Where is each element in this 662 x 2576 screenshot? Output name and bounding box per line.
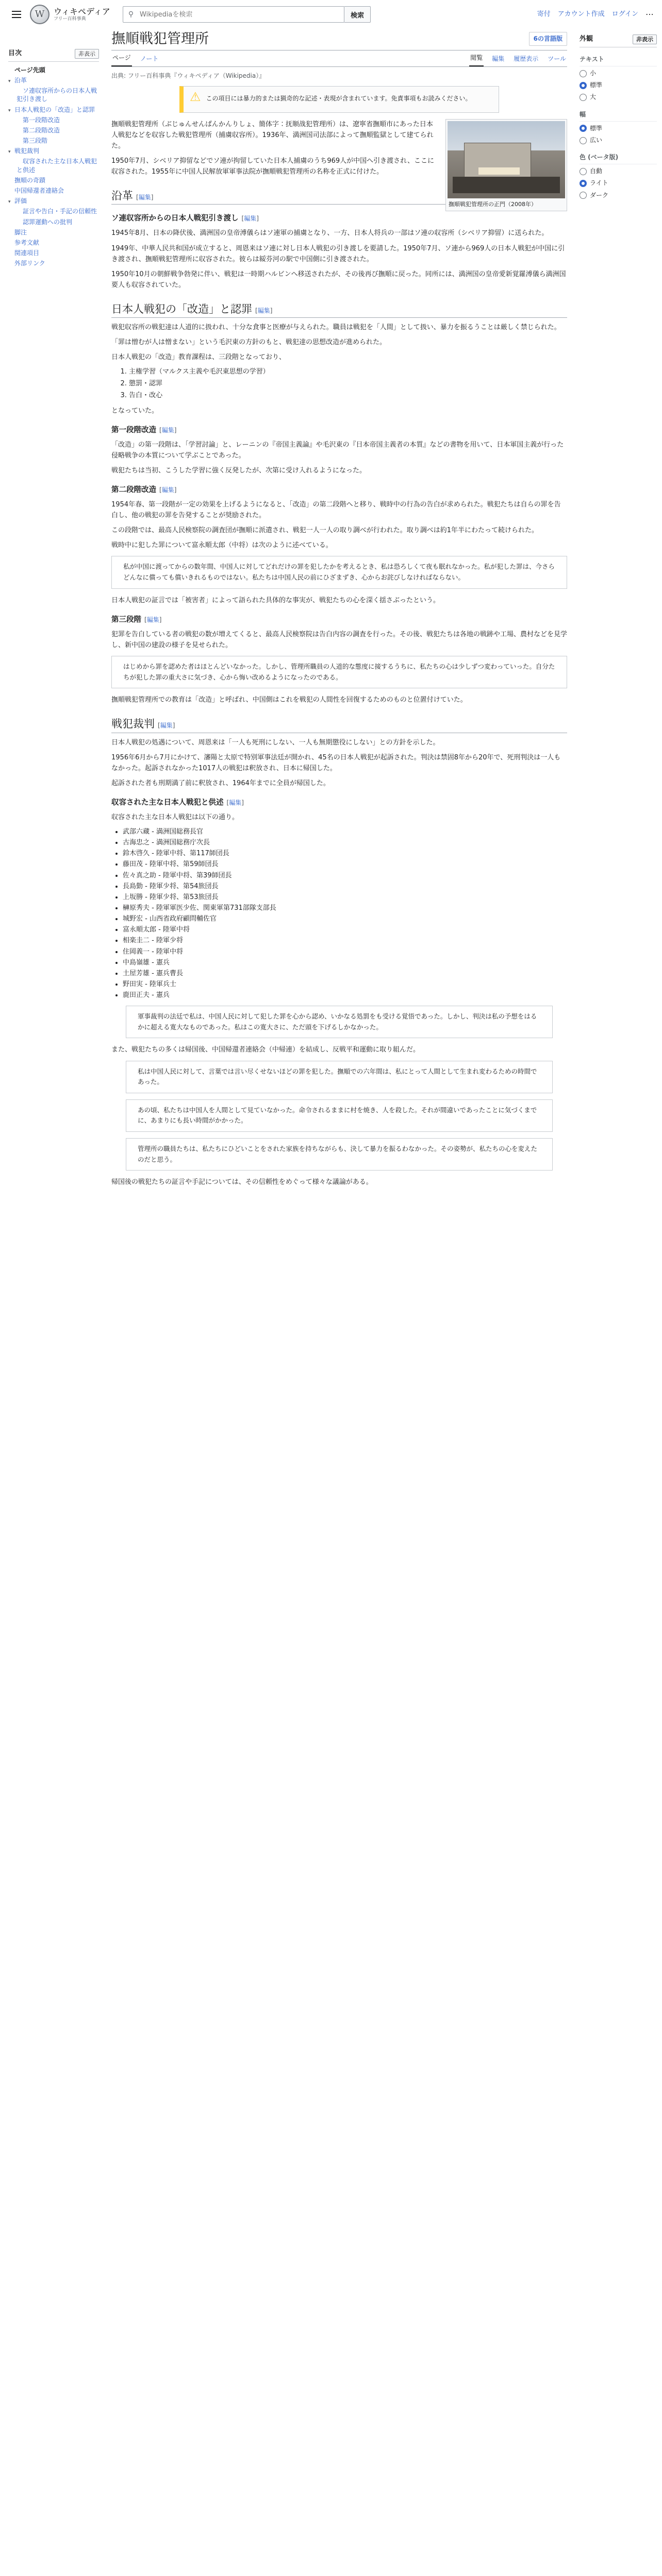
subsection-heading-notable: 収容された主な日本人戦犯と供述[ 編集 ] xyxy=(111,797,567,809)
list-item: • 古海忠之 - 満洲国総務庁次長 xyxy=(123,838,567,848)
body-paragraph: 犯罪を告白している者の戦犯の数が増えてくると、最高人民検察院は告白内容の調査を行った。その後、戦犯たちは各地の戦跡や工場、農村などを見学し、新中国の建設の様子を見せられた。 xyxy=(111,630,568,649)
toc-item xyxy=(8,227,99,238)
toc-toggle-icon[interactable]: ▾ xyxy=(8,199,11,205)
quote-box: 管理所の職員たちは、私たちにひどいことをされた家族を持ちながらも、決して暴力を振るわなかった。その姿勢が、私たちの心を変えたのだと思う。 xyxy=(126,1138,553,1171)
list-item: • 藤田茂 - 陸軍中将、第59師団長 xyxy=(123,859,567,870)
body-paragraph: 1945年8月、日本の降伏後、満洲国の皇帝溥儀らはソ連軍の捕虜となり、一方、日本人将兵の一部はソ連の収容所（シベリア抑留）に送られた。 xyxy=(111,229,549,238)
search-icon: ⚲ xyxy=(128,10,134,19)
subsection-heading-transfer: ソ連収容所からの日本人戦犯引き渡し[ 編集 ] xyxy=(111,213,567,225)
appearance-option[interactable] xyxy=(580,135,657,145)
image-caption: 撫順戦犯管理所の正門（2008年） xyxy=(449,200,537,208)
list-item: • 城野宏 - 山西省政府顧問輔佐官 xyxy=(123,914,567,924)
list-item: • 長島勤 - 陸軍少将、第54旅団長 xyxy=(123,882,567,892)
lead-image[interactable] xyxy=(445,119,567,211)
appearance-option[interactable] xyxy=(580,191,657,200)
edit-section-link[interactable]: [ 編集 ] xyxy=(159,486,176,494)
section-heading-trial: 戦犯裁判[ 編集 ] xyxy=(111,717,567,733)
list-item: • 相楽圭二 - 陸軍少将 xyxy=(123,936,567,946)
tab-tools[interactable]: ツール xyxy=(548,55,566,62)
option-label: 広い xyxy=(590,136,603,144)
toc-item xyxy=(8,135,99,146)
body-paragraph: また、戦犯たちの多くは帰国後、中国帰還者連絡会（中帰連）を結成し、反戦平和運動に取り組んだ。 xyxy=(111,1046,420,1054)
toc-link[interactable]: ソ連収容所からの日本人戦犯引き渡し xyxy=(16,87,97,103)
logo-title: ウィキペディア xyxy=(54,7,110,16)
option-label: 標準 xyxy=(590,124,603,132)
toc-link[interactable]: ページ先頭 xyxy=(14,66,45,74)
appearance-option[interactable] xyxy=(580,80,657,90)
list-item: • 中島嶺雄 - 憲兵 xyxy=(123,958,567,968)
toc-toggle-icon[interactable]: ▾ xyxy=(8,108,11,113)
radio-button[interactable] xyxy=(580,82,587,89)
list-item: • 住岡義一 - 陸軍中将 xyxy=(123,947,567,957)
page-title: 撫順戦犯管理所 xyxy=(111,31,209,47)
list-item: • 佐々真之助 - 陸軍中将、第39師団長 xyxy=(123,871,567,881)
page-body xyxy=(0,29,662,1192)
list-item: 3. 告白・改心 xyxy=(129,391,567,401)
site-tagline: 出典: フリー百科事典『ウィキペディア（Wikipedia）』 xyxy=(111,72,266,80)
body-paragraph: 戦犯たちは当初、こうした学習に強く反発したが、次第に受け入れるようになった。 xyxy=(111,466,367,474)
search-button[interactable]: 検索 xyxy=(344,6,371,23)
logo-tagline: フリー百科事典 xyxy=(54,16,86,22)
tab-edit[interactable]: 編集 xyxy=(492,55,505,62)
toc-link[interactable]: 関連項目 xyxy=(14,249,40,257)
tab-row xyxy=(111,50,567,67)
toc-link[interactable]: 脚注 xyxy=(14,228,27,236)
toc-link[interactable]: 認罪運動への批判 xyxy=(23,218,73,226)
appearance-header xyxy=(580,34,657,47)
toc-link[interactable]: 沿革 xyxy=(14,76,27,84)
body-paragraph: 日本人戦犯の処遇について、周恩来は「一人も死刑にしない、一人も無期懲役にしない」との方針を示した。 xyxy=(111,738,440,747)
toc-link[interactable]: 第一段階改造 xyxy=(23,116,60,124)
site-header xyxy=(0,0,662,29)
option-label: 標準 xyxy=(590,81,603,89)
option-label: ダーク xyxy=(590,191,609,199)
criminal-list xyxy=(111,827,567,1001)
lead-paragraph: 1950年7月、シベリア抑留などでソ連が拘留していた日本人捕虜のうち969人が中国へ引き渡され、ここに収容された。1955年に中国人民解放軍軍事法院が撫順戦犯管理所の名称を正式に付けた。 xyxy=(111,157,434,176)
toc-item xyxy=(8,115,99,125)
body-paragraph: 「罪は憎むが人は憎まない」という毛沢東の方針のもと、戦犯達の思想改造が進められた。 xyxy=(111,338,387,347)
main-content xyxy=(111,29,567,1192)
appearance-title: 外観 xyxy=(580,35,593,43)
toc-item xyxy=(8,175,99,185)
appearance-hide-button[interactable]: 非表示 xyxy=(633,35,657,45)
tab-read[interactable]: 閲覧 xyxy=(469,49,484,66)
globe-logo-icon: W xyxy=(30,5,49,24)
quote-box: 私が中国に渡ってからの数年間、中国人に対してどれだけの罪を犯したかを考えるとき、私は恐ろしくて夜も眠れなかった。私が犯した罪は、今さらどんなに償っても償いきれるものではない。私たちは中国人民の前にひざまずき、心からお詫びしなければならない。 xyxy=(111,556,567,588)
option-label: 大 xyxy=(590,93,597,101)
table-of-contents xyxy=(8,29,99,1192)
radio-button[interactable] xyxy=(580,94,587,101)
wikipedia-logo[interactable] xyxy=(30,5,112,24)
list-item: • 上坂勝 - 陸軍少将、第53旅団長 xyxy=(123,892,567,903)
toc-item xyxy=(8,217,99,227)
edit-section-link[interactable]: [ 編集 ] xyxy=(242,215,259,222)
tab-history[interactable]: 履歴表示 xyxy=(514,55,539,62)
toc-link[interactable]: 戦犯裁判 xyxy=(14,147,40,155)
namespace-tabs xyxy=(111,50,159,66)
list-item: • 榊原秀夫 - 陸軍軍医少佐、関東軍第731部隊支部長 xyxy=(123,903,567,913)
option-label: ライト xyxy=(590,179,608,187)
option-label: 小 xyxy=(590,69,597,77)
content-warning-text: この項目には暴力的または猟奇的な記述・表現が含まれています。免責事項もお読みください。 xyxy=(206,95,472,103)
create-account-link[interactable]: アカウント作成 xyxy=(557,10,605,18)
appearance-section-title: 色 (ベータ版) xyxy=(580,152,657,164)
logo-text xyxy=(54,7,110,22)
list-item: • 土屋芳雄 - 憲兵曹長 xyxy=(123,969,567,979)
radio-button[interactable] xyxy=(580,192,587,199)
more-options-icon[interactable]: ⋯ xyxy=(646,9,654,20)
toc-item xyxy=(8,86,99,104)
warning-icon: ⚠ xyxy=(190,90,201,105)
content-warning-box xyxy=(179,86,499,112)
toc-item xyxy=(8,248,99,258)
appearance-panel xyxy=(580,29,657,1192)
body-paragraph: 1949年、中華人民共和国が成立すると、周恩来はソ連に対し日本人戦犯の引き渡しを要請した。1950年7月、ソ連から969人の日本人戦犯が中国に引き渡され、撫順戦犯管理所に収容された。彼らは綏芬河の駅で中国側に引き渡された。 xyxy=(111,244,565,263)
appearance-option[interactable] xyxy=(580,124,657,133)
toc-link[interactable]: 証言や告白・手記の信頼性 xyxy=(23,208,97,215)
body-paragraph: 日本人戦犯の「改造」教育課程は、三段階となっており、 xyxy=(111,353,286,362)
body-paragraph: 「改造」の第一段階は、「学習討論」と、レーニンの『帝国主義論』や毛沢東の『日本帝国主義者の本質』などの書物を用いて、日本軍国主義が行った侵略戦争の本質について学ぶことであった。 xyxy=(111,440,564,460)
user-links xyxy=(537,8,654,21)
lead-paragraph: 撫順戦犯管理所（ぶじゅんせんぱんかんりしょ、簡体字：抚顺战犯管理所）は、遼寧省撫順市にあった日本人戦犯などを収容した戦犯管理所（捕虜収容所）。1936年、満洲国司法部によって撫順監獄として建てられた。 xyxy=(111,120,434,150)
toc-item xyxy=(8,258,99,268)
quote-box: あの頃、私たちは中国人を人間として見ていなかった。命令されるままに村を焼き、人を殺した。それが間違いであったことに気づくまでに、あまりにも長い時間がかかった。 xyxy=(126,1099,553,1132)
main-menu-icon[interactable] xyxy=(8,6,25,23)
toc-link[interactable]: 中国帰還者連絡会 xyxy=(14,187,64,195)
edit-section-link[interactable]: [ 編集 ] xyxy=(136,194,153,201)
appearance-option[interactable] xyxy=(580,166,657,176)
subsection-heading-stage1: 第一段階改造[ 編集 ] xyxy=(111,425,567,436)
body-paragraph: となっていた。 xyxy=(111,406,159,415)
quote-box: 私は中国人民に対して、言葉では言い尽くせないほどの罪を犯した。撫順での六年間は、私にとって人間として生まれ変わるための時間であった。 xyxy=(126,1061,553,1093)
toc-title: 目次 xyxy=(8,49,22,57)
language-button[interactable]: 6の言語版 xyxy=(529,32,567,46)
toc-item xyxy=(8,185,99,196)
donate-link[interactable]: 寄付 xyxy=(537,10,551,18)
toc-toggle-icon[interactable]: ▾ xyxy=(8,78,11,84)
list-item: • 鈴木啓久 - 陸軍中将、第117師団長 xyxy=(123,849,567,859)
quote-box: 軍事裁判の法廷で私は、中国人民に対して犯した罪を心から認め、いかなる処罰をも受ける覚悟であった。しかし、判決は私の予想をはるかに超える寛大なものであった。私はこの寛大さに、ただ頭を下げるしかなかった。 xyxy=(126,1006,553,1038)
body-paragraph: 1950年10月の朝鮮戦争勃発に伴い、戦犯は一時期ハルビンへ移送されたが、その後再び撫順に戻った。同所には、満洲国の皇帝愛新覚羅溥儀ら満洲国要人も収容されていた。 xyxy=(111,270,566,289)
view-tabs xyxy=(469,50,567,66)
search-input[interactable] xyxy=(139,7,344,22)
reform-stages-list xyxy=(111,367,567,401)
body-paragraph: 日本人戦犯の証言では「被害者」によって語られた具体的な事実が、戦犯たちの心を深く揺さぶったという。 xyxy=(111,596,440,604)
body-paragraph: 収容された主な日本人戦犯は以下の通り。 xyxy=(111,813,239,821)
toc-link[interactable]: 参考文献 xyxy=(14,239,40,246)
toc-item xyxy=(8,125,99,135)
radio-button[interactable] xyxy=(580,125,587,132)
title-row xyxy=(111,30,567,50)
toc-item xyxy=(8,238,99,248)
body-paragraph: 1954年春、第一段階が一定の効果を上げるようになると、「改造」の第二段階へと移り、戦時中の行為の告白が求められた。戦犯たちは自らの罪を告白し、他の戦犯の罪を告発することが奨励された。 xyxy=(111,501,561,520)
edit-section-link[interactable]: [ 編集 ] xyxy=(158,722,175,729)
section-heading-history: 沿革[ 編集 ] xyxy=(111,189,567,205)
subsection-heading-stage3: 第三段階[ 編集 ] xyxy=(111,614,567,626)
list-item: • 野田実 - 陸軍兵士 xyxy=(123,979,567,990)
list-item: • 鹿田正夫 - 憲兵 xyxy=(123,990,567,1001)
edit-section-link[interactable]: [ 編集 ] xyxy=(227,799,244,806)
radio-button[interactable] xyxy=(580,70,587,77)
toc-item xyxy=(8,196,99,206)
toc-list xyxy=(8,65,99,269)
toc-item xyxy=(8,75,99,86)
toc-link[interactable]: 外部リンク xyxy=(14,260,45,267)
tab-page[interactable]: ページ xyxy=(111,49,132,66)
gate-photo xyxy=(448,121,565,198)
appearance-section-title: 幅 xyxy=(580,110,657,122)
toc-item xyxy=(8,206,99,216)
toc-link[interactable]: 第二段階改造 xyxy=(23,126,60,134)
tab-talk[interactable]: ノート xyxy=(140,55,159,62)
toc-link[interactable]: 評価 xyxy=(14,197,27,205)
list-item: 1. 主権学習（マルクス主義や毛沢東思想の学習） xyxy=(129,367,567,378)
subsection-heading-stage2: 第二段階改造[ 編集 ] xyxy=(111,484,567,496)
section-heading-reform: 日本人戦犯の「改造」と認罪[ 編集 ] xyxy=(111,302,567,318)
appearance-option[interactable] xyxy=(580,92,657,102)
list-item: 2. 懲罰・認罪 xyxy=(129,379,567,389)
toc-item xyxy=(8,65,99,75)
appearance-options xyxy=(580,55,657,200)
appearance-option[interactable] xyxy=(580,178,657,188)
body-paragraph: 帰国後の戦犯たちの証言や手記については、その信頼性をめぐって様々な議論がある。 xyxy=(111,1178,373,1187)
toc-toggle-icon[interactable]: ▾ xyxy=(8,149,11,155)
list-item: • 武部六蔵 - 満洲国総務長官 xyxy=(123,827,567,837)
list-item: • 富永順太郎 - 陸軍中将 xyxy=(123,925,567,935)
toc-link[interactable]: 第三段階 xyxy=(23,137,48,145)
toc-item xyxy=(8,146,99,156)
search-box xyxy=(123,6,344,23)
option-label: 自動 xyxy=(590,167,603,175)
radio-button[interactable] xyxy=(580,168,587,175)
toc-hide-button[interactable]: 非表示 xyxy=(75,49,99,59)
appearance-section-title: テキスト xyxy=(580,55,657,66)
edit-section-link[interactable]: [ 編集 ] xyxy=(159,427,176,434)
body-paragraph: 撫順戦犯管理所での教育は「改造」と呼ばれ、中国側はこれを戦犯の人間性を回復するためのものと位置付けていた。 xyxy=(111,696,467,704)
edit-section-link[interactable]: [ 編集 ] xyxy=(144,616,161,623)
body-paragraph: この段階では、最高人民検察院の調査団が撫順に派遣され、戦犯一人一人の取り調べが行われた。取り調べは約1年半にわたって続けられた。 xyxy=(111,527,539,535)
quote-box: はじめから罪を認めた者はほとんどいなかった。しかし、管理所職員の人道的な態度に接するうちに、私たちの心は少しずつ変わっていった。自分たちが犯した罪の重大さに気づき、心から悔い改めるようになったのである。 xyxy=(111,656,567,688)
radio-button[interactable] xyxy=(580,137,587,144)
body-paragraph: 起訴された者も刑期満了前に釈放され、1964年までに全員が帰国した。 xyxy=(111,779,330,787)
login-link[interactable]: ログイン xyxy=(611,10,638,18)
toc-item xyxy=(8,105,99,115)
toc-header xyxy=(8,48,99,62)
body-paragraph: 戦犯収容所の戦犯達は人道的に扱われ、十分な食事と医療が与えられた。職員は戦犯を「人間」として扱い、暴力を振るうことは厳しく禁じられた。 xyxy=(111,324,561,332)
toc-link[interactable]: 撫順の奇蹟 xyxy=(14,176,46,184)
body-paragraph: 戦時中に犯した罪について富永順太郎（中将）は次のように述べている。 xyxy=(111,541,333,550)
toc-item xyxy=(8,156,99,175)
appearance-option[interactable] xyxy=(580,69,657,78)
body-paragraph: 1956年6月から7月にかけて、瀋陽と太原で特別軍事法廷が開かれ、45名の日本人戦犯が起訴された。判決は禁固8年から20年で、死刑判決は一人もなかった。起訴されなかった1017人の戦犯は釈放され、日本に帰国した。 xyxy=(111,753,561,772)
toc-link[interactable]: 収容された主な日本人戦犯と供述 xyxy=(16,158,97,174)
edit-section-link[interactable]: [ 編集 ] xyxy=(255,307,272,314)
radio-button[interactable] xyxy=(580,180,587,187)
toc-link[interactable]: 日本人戦犯の「改造」と認罪 xyxy=(14,106,95,113)
